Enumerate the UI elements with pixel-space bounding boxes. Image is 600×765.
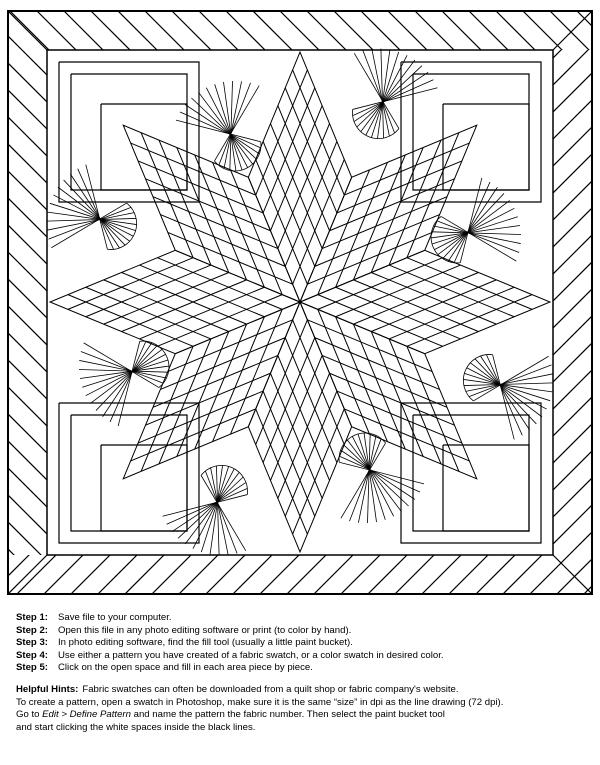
step-2 [16, 625, 591, 638]
fan-feather [47, 213, 134, 231]
star-grid-line [86, 287, 211, 339]
border-stripe [549, 10, 593, 595]
fan-feather [49, 207, 131, 239]
border-stripe [198, 10, 593, 595]
fan-feather [432, 232, 521, 235]
border-stripe [7, 10, 385, 595]
border-stripe [252, 10, 593, 595]
fan-feather [464, 383, 553, 386]
fan-feather [486, 355, 522, 436]
fan-feather [79, 369, 168, 372]
step-3 [16, 637, 591, 650]
step-5 [16, 662, 591, 675]
border-stripe [7, 10, 574, 595]
border-stripe [522, 10, 593, 595]
border-stripe [252, 10, 593, 595]
border-stripe [90, 10, 593, 595]
star-grid-line [104, 272, 229, 324]
corner-block-inner [413, 74, 529, 190]
star-grid-line [293, 159, 345, 284]
border-stripe [90, 10, 593, 595]
border-stripe [7, 10, 574, 595]
star-grid-line [263, 141, 315, 266]
border-miter [7, 10, 47, 50]
border-stripe [549, 10, 593, 595]
fan-feather [339, 456, 420, 492]
fan-feather [381, 49, 384, 138]
star-ray [300, 250, 550, 353]
border-miter [553, 10, 593, 50]
star-grid-line [270, 124, 322, 249]
step-text: Click on the open space and fill in each area piece by piece. [58, 662, 313, 674]
fan-feather [79, 360, 166, 378]
star-grid-line [389, 265, 514, 317]
step-text: In photo editing software, find the fill tool (usually a little paint bucket). [58, 637, 353, 649]
border-stripe [522, 10, 593, 595]
fan-feather [454, 182, 490, 263]
border-stripe [7, 10, 115, 595]
star-grid-line [285, 338, 337, 463]
star-grid-line [122, 272, 247, 324]
star-grid-line [270, 373, 322, 498]
fan-feather [353, 80, 434, 116]
border-stripe [522, 10, 593, 595]
border-stripe [252, 10, 593, 595]
border-stripe [7, 10, 493, 595]
step-4 [16, 650, 591, 663]
star-grid-line [263, 391, 315, 516]
star-grid-line [122, 280, 247, 332]
border-stripe [441, 10, 593, 595]
hint-line: To create a pattern, open a swatch in Photoshop, make sure it is the same “size” in dpi as the line drawing (72 dpi). [16, 696, 504, 708]
fan-feather [47, 218, 136, 221]
border-stripe [441, 10, 593, 595]
corner-block [59, 62, 199, 202]
fan-feather [167, 488, 248, 524]
star-grid-line [68, 295, 193, 347]
star-grid-line [68, 258, 193, 310]
star-grid-line [270, 355, 322, 480]
border-stripe [198, 10, 593, 595]
star-grid-line [293, 70, 345, 195]
border-stripe [549, 10, 593, 595]
star-grid-line [285, 391, 337, 516]
fan-feather [480, 356, 529, 430]
star-grid-line [353, 280, 478, 332]
border-stripe [441, 10, 593, 595]
fan-feather [433, 226, 520, 244]
border-stripe [90, 10, 593, 595]
border-stripe [279, 10, 593, 595]
border-stripe [7, 10, 331, 595]
step-text: Open this file in any photo editing software or print (to color by hand). [58, 624, 352, 636]
border-stripe [7, 10, 115, 595]
star-grid-line [371, 280, 496, 332]
star-grid-line [353, 272, 478, 324]
corner-block [401, 62, 541, 202]
border-stripe [7, 10, 412, 595]
star-ray [248, 52, 351, 302]
border-stripe [7, 10, 412, 595]
helpful-hints [16, 684, 591, 734]
border-stripe [7, 10, 358, 595]
star-grid-line [278, 106, 330, 231]
border-stripe [468, 10, 593, 595]
fan-feather [216, 466, 219, 555]
star-grid-line [256, 320, 308, 445]
star-grid-line [139, 265, 264, 317]
fan-feather [81, 352, 163, 384]
star-grid-line [104, 280, 229, 332]
step-text: Use either a pattern you have created of a fabric swatch, or a color swatch in desired color. [58, 649, 444, 661]
star-grid-line [318, 295, 443, 347]
border-stripe [7, 10, 331, 595]
border-stripe [7, 10, 331, 595]
corner-block [401, 403, 541, 543]
star-grid-line [336, 265, 461, 317]
step-label: Step 3: [16, 637, 48, 649]
star-grid-line [407, 258, 532, 310]
fan-feather [372, 49, 390, 136]
star-grid-line [285, 141, 337, 266]
fan-feather [466, 374, 553, 392]
step-1 [16, 612, 591, 625]
border-stripe [279, 10, 593, 595]
border-stripe [468, 10, 593, 595]
border-stripe [7, 10, 358, 595]
instructions [16, 612, 591, 734]
star-grid-line [336, 287, 461, 339]
star-grid-line [270, 106, 322, 231]
corner-block-center [443, 104, 529, 190]
fan-feather [70, 174, 119, 248]
star-grid-line [293, 320, 345, 445]
border-stripe [7, 10, 493, 595]
fan-feather [469, 365, 551, 397]
star-grid-line [263, 338, 315, 463]
star-grid-line [285, 88, 337, 213]
star-grid-line [407, 295, 532, 347]
star-ray [50, 250, 300, 353]
border-stripe [7, 10, 331, 595]
border-stripe [198, 10, 593, 595]
lone-star [50, 52, 550, 552]
fan-feather [103, 343, 152, 417]
star-grid-line [157, 295, 282, 347]
fan-feather [110, 341, 146, 422]
star-grid-line [278, 124, 330, 249]
fan-feather [357, 66, 422, 127]
border-stripe [7, 10, 385, 595]
border-stripe [7, 10, 493, 595]
border-stripe [468, 10, 593, 595]
fan-feather [191, 98, 256, 159]
fan-feather [219, 83, 251, 165]
border-stripe [7, 10, 493, 595]
hint-line: and start clicking the white spaces inside the black lines. [16, 721, 256, 733]
star-grid-line [371, 272, 496, 324]
hint-text: and name the pattern the fabric number. Then select the paint bucket tool [130, 709, 445, 721]
star-grid-line [157, 258, 282, 310]
star-grid-line [293, 409, 345, 534]
border-stripe [279, 10, 593, 595]
border-stripe [7, 10, 574, 595]
star-grid-line [139, 287, 264, 339]
border-stripe [252, 10, 593, 595]
border-stripe [279, 10, 593, 595]
fan-feather [448, 187, 497, 261]
step-label: Step 2: [16, 624, 48, 636]
star-grid-line [318, 258, 443, 310]
fan-feather [443, 193, 504, 258]
border-stripe [7, 10, 574, 595]
fan-feather [343, 445, 408, 506]
fan-feather [205, 471, 237, 553]
border-miter [7, 555, 47, 595]
border-stripe [441, 10, 593, 595]
step-text: Save file to your computer. [58, 612, 172, 623]
border-stripe [7, 10, 358, 595]
star-grid-line [389, 287, 514, 339]
border-stripe [7, 10, 412, 595]
star-grid-line [263, 88, 315, 213]
border-stripe [7, 10, 115, 595]
corner-block-inner [413, 415, 529, 531]
border-stripe [522, 10, 593, 595]
fan-feather [437, 221, 519, 253]
fan-feather [224, 81, 242, 168]
step-label: Step 1: [16, 612, 48, 623]
fan-feather [354, 72, 428, 121]
fan-feather [178, 477, 243, 538]
corner-block-center [443, 445, 529, 531]
border-stripe [7, 10, 385, 595]
star-grid-line [86, 265, 211, 317]
border-stripe [7, 10, 385, 595]
fan-feather [96, 345, 157, 410]
quilt-line-drawing [7, 10, 593, 595]
fan-feather [367, 434, 370, 523]
fan-feather [172, 482, 246, 531]
hint-text: Go to [16, 709, 43, 721]
fan-feather [78, 169, 114, 250]
corner-block [59, 403, 199, 543]
border-stripe [468, 10, 593, 595]
fan-feather [350, 439, 382, 521]
border-miter [553, 555, 593, 595]
hint-line: Fabric swatches can often be downloaded from a quilt shop or fabric company's website. [82, 683, 459, 695]
star-ray [248, 302, 351, 552]
border-stripe [90, 10, 593, 595]
fan-feather [211, 468, 229, 555]
border-stripe [7, 10, 115, 595]
star-grid-line [256, 409, 308, 534]
menu-path: Edit > Define Pattern [42, 709, 131, 721]
fan-feather [341, 450, 415, 499]
step-label: Step 5: [16, 662, 48, 674]
fan-feather [475, 359, 536, 424]
hints-label: Helpful Hints: [16, 683, 79, 695]
fan-feather [358, 435, 376, 522]
step-label: Step 4: [16, 649, 48, 661]
star-grid-line [256, 70, 308, 195]
fan-feather [363, 51, 395, 133]
fan-feather [230, 81, 233, 170]
corner-block-inner [71, 74, 187, 190]
fan-feather [185, 105, 259, 154]
star-grid-line [256, 159, 308, 284]
fan-feather [180, 112, 261, 148]
border-stripe [198, 10, 593, 595]
star-grid-line [278, 373, 330, 498]
border-stripe [549, 10, 593, 595]
corner-block-inner [71, 415, 187, 531]
border-stripe [7, 10, 412, 595]
star-grid-line [278, 355, 330, 480]
border-stripe [7, 10, 358, 595]
